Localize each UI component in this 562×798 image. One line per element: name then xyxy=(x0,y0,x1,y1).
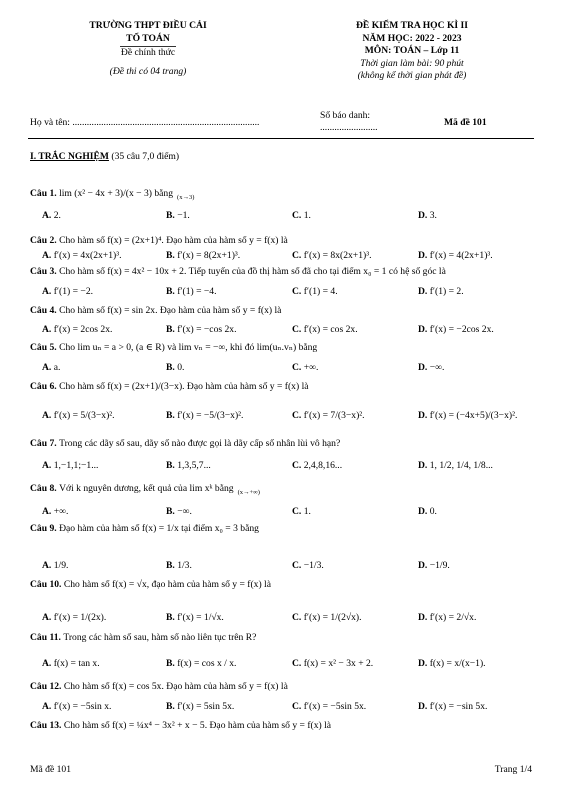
exam-header xyxy=(302,20,522,83)
answer-option[interactable]: C. f′(x) = 8x(2x+1)³. xyxy=(292,250,372,261)
answer-option[interactable]: A. a. xyxy=(42,362,61,373)
answer-option[interactable]: D. f′(1) = 2. xyxy=(418,286,464,297)
answer-option[interactable]: C. 1. xyxy=(292,210,311,221)
question-stem xyxy=(30,438,532,449)
answer-option[interactable]: A. f′(x) = 1/(2x). xyxy=(42,612,107,623)
answer-option[interactable]: D. f′(x) = 2/√x. xyxy=(418,612,477,623)
answer-option[interactable]: A. 1,−1,1;−1... xyxy=(42,460,99,471)
question-text: Cho lim uₙ = a > 0, (a ∈ R) và lim vₙ = −∞, khi đó lim(uₙ.vₙ) bằng xyxy=(59,342,318,353)
time-limit: Thời gian làm bài: 90 phút xyxy=(360,57,464,69)
answer-option[interactable]: B. f′(1) = −4. xyxy=(166,286,217,297)
candidate-id-field[interactable]: Số báo danh: ........................ xyxy=(320,110,378,133)
question-label: Câu 1. xyxy=(30,188,60,199)
answer-option[interactable]: B. 0. xyxy=(166,362,185,373)
answer-option[interactable]: B. −1. xyxy=(166,210,190,221)
answer-option[interactable]: D. f′(x) = −2cos 2x. xyxy=(418,324,494,335)
question-label: Câu 6. xyxy=(30,381,60,392)
limit-subscript: (x→+∞) xyxy=(237,488,260,496)
question-text: Cho hàm số f(x) = cos 5x. Đạo hàm của hàm số y = f(x) là xyxy=(63,681,288,692)
exam-title: ĐỀ KIỂM TRA HỌC KÌ II xyxy=(355,20,469,31)
school-header xyxy=(58,20,238,78)
answer-option[interactable]: B. f′(x) = 8(2x+1)³. xyxy=(166,250,241,261)
question-label: Câu 9. xyxy=(30,523,60,534)
answer-option[interactable]: A. f′(x) = 4x(2x+1)³. xyxy=(42,250,122,261)
question-stem xyxy=(30,381,532,392)
answer-option[interactable]: B. f(x) = cos x / x. xyxy=(166,658,237,669)
answer-option[interactable]: D. f′(x) = −sin 5x. xyxy=(418,701,488,712)
question-text: Cho hàm số f(x) = 4x² − 10x + 2. Tiếp tuyến của đồ thị hàm số đã cho tại điểm x₀ = 1 có hệ số góc là xyxy=(59,266,446,277)
question-stem xyxy=(30,579,532,590)
answer-option[interactable]: A. f′(x) = 5/(3−x)². xyxy=(42,410,115,421)
question-stem xyxy=(30,266,532,277)
answer-option[interactable]: C. f(x) = x² − 3x + 2. xyxy=(292,658,374,669)
answer-option[interactable]: D. f′(x) = (−4x+5)/(3−x)². xyxy=(418,410,518,421)
question-label: Câu 7. xyxy=(30,438,60,449)
question-label: Câu 4. xyxy=(30,305,60,316)
answer-option[interactable]: A. +∞. xyxy=(42,506,69,517)
question-stem xyxy=(30,188,532,201)
question-label: Câu 10. xyxy=(30,579,64,590)
answer-option[interactable]: A. f(x) = tan x. xyxy=(42,658,100,669)
question-label: Câu 3. xyxy=(30,266,60,277)
answer-option[interactable]: C. −1/3. xyxy=(292,560,324,571)
limit-subscript: (x→3) xyxy=(177,193,195,201)
exam-code: Mã đề 101 xyxy=(444,117,487,128)
footer-page-number: Trang 1/4 xyxy=(494,764,532,775)
school-name: TRƯỜNG THPT ĐIỀU CẢI xyxy=(89,20,207,31)
question-stem xyxy=(30,681,532,692)
answer-option[interactable]: B. 1,3,5,7... xyxy=(166,460,211,471)
question-text: Cho hàm số f(x) = ¼x⁴ − 3x² + x − 5. Đạo hàm của hàm số y = f(x) là xyxy=(63,720,332,731)
answer-option[interactable]: C. f′(x) = 7/(3−x)². xyxy=(292,410,365,421)
answer-option[interactable]: C. f′(x) = cos 2x. xyxy=(292,324,358,335)
question-text: lim (x² − 4x + 3)/(x − 3) bằng xyxy=(59,188,174,199)
answer-option[interactable]: D. f(x) = x/(x−1). xyxy=(418,658,486,669)
section-heading: I. TRẮC NGHIỆM (35 câu 7,0 điểm) xyxy=(30,151,180,162)
question-label: Câu 12. xyxy=(30,681,64,692)
question-stem xyxy=(30,720,532,731)
question-stem xyxy=(30,483,532,496)
answer-option[interactable]: C. f′(x) = −5sin 5x. xyxy=(292,701,367,712)
page-count: (Đề thi có 04 trang) xyxy=(109,65,187,77)
question-stem xyxy=(30,235,532,246)
question-label: Câu 11. xyxy=(30,632,64,643)
answer-option[interactable]: D. f′(x) = 4(2x+1)³. xyxy=(418,250,493,261)
answer-option[interactable]: D. −∞. xyxy=(418,362,445,373)
candidate-name-field[interactable]: Họ và tên: .............................................................................. xyxy=(30,117,260,128)
department: TỔ TOÁN xyxy=(58,33,238,48)
footer-exam-code: Mã đề 101 xyxy=(30,764,72,775)
question-text: Trong các dãy số sau, dãy số nào được gọi là dãy cấp số nhân lùi vô hạn? xyxy=(59,438,341,449)
answer-option[interactable]: C. +∞. xyxy=(292,362,319,373)
answer-option[interactable]: D. 1, 1/2, 1/4, 1/8... xyxy=(418,460,493,471)
question-label: Câu 8. xyxy=(30,483,60,494)
question-text: Với k nguyên dương, kết quả của lim xᵏ bằng xyxy=(59,483,234,494)
question-text: Cho hàm số f(x) = (2x+1)⁴. Đạo hàm của hàm số y = f(x) là xyxy=(59,235,288,246)
answer-option[interactable]: B. f′(x) = 1/√x. xyxy=(166,612,224,623)
subject: MÔN: TOÁN – Lớp 11 xyxy=(364,45,460,56)
answer-option[interactable]: C. f′(x) = 1/(2√x). xyxy=(292,612,362,623)
question-text: Trong các hàm số sau, hàm số nào liên tục trên R? xyxy=(63,632,257,643)
answer-option[interactable]: B. f′(x) = 5sin 5x. xyxy=(166,701,235,712)
question-stem xyxy=(30,305,532,316)
question-stem xyxy=(30,523,532,534)
question-stem xyxy=(30,342,532,353)
question-text: Cho hàm số f(x) = sin 2x. Đạo hàm của hàm số y = f(x) là xyxy=(59,305,282,316)
question-stem xyxy=(30,632,532,643)
question-label: Câu 13. xyxy=(30,720,64,731)
answer-option[interactable]: A. f′(1) = −2. xyxy=(42,286,94,297)
question-label: Câu 5. xyxy=(30,342,60,353)
answer-option[interactable]: A. 2. xyxy=(42,210,61,221)
question-text: Cho hàm số f(x) = (2x+1)/(3−x). Đạo hàm của hàm số y = f(x) là xyxy=(59,381,309,392)
school-year: NĂM HỌC: 2022 - 2023 xyxy=(362,32,462,44)
question-text: Cho hàm số f(x) = √x, đạo hàm của hàm số y = f(x) là xyxy=(63,579,271,590)
answer-option[interactable]: D. −1/9. xyxy=(418,560,450,571)
answer-option[interactable]: A. 1/9. xyxy=(42,560,69,571)
answer-option[interactable]: A. f′(x) = 2cos 2x. xyxy=(42,324,113,335)
answer-option[interactable]: B. f′(x) = −cos 2x. xyxy=(166,324,237,335)
answer-option[interactable]: A. f′(x) = −5sin x. xyxy=(42,701,112,712)
answer-option[interactable]: D. 3. xyxy=(418,210,437,221)
question-text: Đạo hàm của hàm số f(x) = 1/x tại điểm x₀ = 3 bằng xyxy=(59,523,259,534)
answer-option[interactable]: B. 1/3. xyxy=(166,560,192,571)
time-note: (không kể thời gian phát đề) xyxy=(357,70,467,81)
header-divider xyxy=(28,138,534,139)
answer-option[interactable]: C. f′(1) = 4. xyxy=(292,286,338,297)
answer-option[interactable]: B. −∞. xyxy=(166,506,192,517)
answer-option[interactable]: C. 1. xyxy=(292,506,311,517)
answer-option[interactable]: B. f′(x) = −5/(3−x)². xyxy=(166,410,244,421)
official-label: Đề chính thức xyxy=(120,47,176,58)
question-label: Câu 2. xyxy=(30,235,60,246)
answer-option[interactable]: C. 2,4,8,16... xyxy=(292,460,343,471)
answer-option[interactable]: D. 0. xyxy=(418,506,437,517)
